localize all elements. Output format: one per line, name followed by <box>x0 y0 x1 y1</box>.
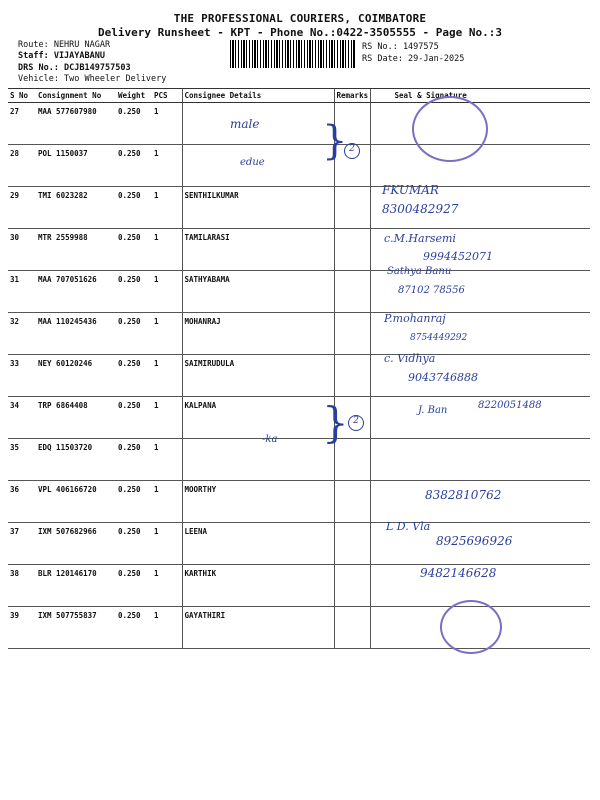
route-info: Route: NEHRU NAGAR <box>18 40 111 50</box>
cell-pcs: 1 <box>152 103 182 145</box>
cell-pcs: 1 <box>152 481 182 523</box>
table-row <box>8 355 590 397</box>
drs-number: DRS No.: DCJB149757503 <box>18 63 131 73</box>
cell-sno: 29 <box>8 187 36 229</box>
hand-r31-phone: 87102 78556 <box>398 285 465 296</box>
cell-consignee: LEENA <box>182 523 334 565</box>
cell-sno: 27 <box>8 103 36 145</box>
cell-consignment-no: IXM 507755837 <box>36 607 116 649</box>
cell-remarks <box>334 523 370 565</box>
cell-remarks <box>334 271 370 313</box>
cell-sno: 30 <box>8 229 36 271</box>
hand-remark-count-bottom: 2 <box>348 415 364 431</box>
cell-consignment-no: POL 1150037 <box>36 145 116 187</box>
cell-consignee: SENTHILKUMAR <box>182 187 334 229</box>
cell-consignee: KALPANA <box>182 397 334 439</box>
cell-pcs: 1 <box>152 439 182 481</box>
hand-r32-sig: P.mohanraj <box>384 312 446 325</box>
hand-brace-bottom: } <box>322 398 349 447</box>
table-row <box>8 565 590 607</box>
cell-sno: 38 <box>8 565 36 607</box>
cell-consignment-no: IXM 507682966 <box>36 523 116 565</box>
col-remarks: Remarks <box>334 89 370 103</box>
col-signature: Seal & Signature <box>370 89 590 103</box>
hand-r30-phone: 9994452071 <box>423 250 493 263</box>
cell-sno: 35 <box>8 439 36 481</box>
hand-r34-sig: J. Ban <box>418 405 448 416</box>
cell-consignment-no: MTR 2559988 <box>36 229 116 271</box>
rs-date: RS Date: 29-Jan-2025 <box>362 54 465 64</box>
cell-weight: 0.250 <box>116 607 152 649</box>
cell-pcs: 1 <box>152 355 182 397</box>
cell-consignment-no: MAA 110245436 <box>36 313 116 355</box>
cell-signature <box>370 439 590 481</box>
table-header-row <box>8 89 590 103</box>
hand-r38-phone: 9482146628 <box>420 566 497 580</box>
hand-r29-sig: FKUMAR <box>382 183 439 197</box>
cell-sno: 33 <box>8 355 36 397</box>
company-title: THE PROFESSIONAL COURIERS, COIMBATORE <box>173 12 427 25</box>
cell-weight: 0.250 <box>116 313 152 355</box>
runsheet-table <box>8 88 590 649</box>
cell-pcs: 1 <box>152 397 182 439</box>
cell-weight: 0.250 <box>116 355 152 397</box>
seal-stamp-top <box>412 96 488 162</box>
table-row <box>8 187 590 229</box>
col-weight: Weight <box>116 89 152 103</box>
hand-remark-count-top: 2 <box>344 143 360 159</box>
cell-weight: 0.250 <box>116 271 152 313</box>
cell-remarks <box>334 481 370 523</box>
cell-sno: 32 <box>8 313 36 355</box>
table-row <box>8 271 590 313</box>
cell-pcs: 1 <box>152 523 182 565</box>
cell-pcs: 1 <box>152 565 182 607</box>
cell-weight: 0.250 <box>116 187 152 229</box>
cell-consignment-no: VPL 406166720 <box>36 481 116 523</box>
col-consignee: Consignee Details <box>182 89 334 103</box>
cell-consignment-no: BLR 120146170 <box>36 565 116 607</box>
hand-brace-top: } <box>322 118 348 164</box>
table-row <box>8 229 590 271</box>
table-row <box>8 103 590 145</box>
cell-weight: 0.250 <box>116 523 152 565</box>
cell-sno: 31 <box>8 271 36 313</box>
cell-remarks <box>334 565 370 607</box>
cell-sno: 36 <box>8 481 36 523</box>
cell-consignee: SAIMIRUDULA <box>182 355 334 397</box>
cell-consignee: MOORTHY <box>182 481 334 523</box>
cell-sno: 37 <box>8 523 36 565</box>
cell-sno: 34 <box>8 397 36 439</box>
cell-weight: 0.250 <box>116 565 152 607</box>
hand-r28-name: edue <box>240 157 265 168</box>
cell-consignment-no: TRP 6864408 <box>36 397 116 439</box>
cell-weight: 0.250 <box>116 481 152 523</box>
cell-weight: 0.250 <box>116 145 152 187</box>
hand-r31-sig: Sathya Banu <box>387 266 452 277</box>
table-row <box>8 481 590 523</box>
cell-pcs: 1 <box>152 187 182 229</box>
seal-stamp-bottom <box>440 600 502 654</box>
hand-r29-phone: 8300482927 <box>382 202 459 216</box>
table-row <box>8 145 590 187</box>
cell-remarks <box>334 187 370 229</box>
table-row <box>8 607 590 649</box>
cell-remarks <box>334 229 370 271</box>
table-row <box>8 313 590 355</box>
col-pcs: PCS <box>152 89 182 103</box>
cell-remarks <box>334 313 370 355</box>
cell-consignment-no: TMI 6023282 <box>36 187 116 229</box>
cell-consignee: TAMILARASI <box>182 229 334 271</box>
cell-pcs: 1 <box>152 145 182 187</box>
hand-r37-sig: L D. Vla <box>386 520 431 533</box>
cell-consignee: SATHYABAMA <box>182 271 334 313</box>
cell-signature <box>370 145 590 187</box>
cell-consignment-no: EDQ 11503720 <box>36 439 116 481</box>
cell-pcs: 1 <box>152 271 182 313</box>
hand-r35-name: -ka <box>262 434 278 445</box>
cell-remarks <box>334 607 370 649</box>
cell-remarks <box>334 355 370 397</box>
cell-consignee: MOHANRAJ <box>182 313 334 355</box>
cell-weight: 0.250 <box>116 439 152 481</box>
col-sno: S No <box>8 89 36 103</box>
hand-r36-phone: 8382810762 <box>425 488 502 502</box>
cell-consignee: GAYATHIRI <box>182 607 334 649</box>
cell-pcs: 1 <box>152 229 182 271</box>
cell-weight: 0.250 <box>116 103 152 145</box>
table-row <box>8 439 590 481</box>
cell-consignment-no: MAA 707051626 <box>36 271 116 313</box>
cell-sno: 39 <box>8 607 36 649</box>
hand-r33-sig: c. Vidhya <box>384 352 436 365</box>
cell-weight: 0.250 <box>116 397 152 439</box>
cell-pcs: 1 <box>152 607 182 649</box>
cell-consignee: KARTHIK <box>182 565 334 607</box>
cell-consignment-no: NEY 60120246 <box>36 355 116 397</box>
cell-consignee <box>182 439 334 481</box>
cell-weight: 0.250 <box>116 229 152 271</box>
cell-sno: 28 <box>8 145 36 187</box>
staff-info: Staff: VIJAYABANU <box>18 51 105 61</box>
hand-r32-phone: 8754449292 <box>410 333 468 343</box>
barcode <box>230 40 355 68</box>
hand-r30-sig: c.M.Harsemi <box>384 232 456 245</box>
cell-consignment-no: MAA 577607980 <box>36 103 116 145</box>
hand-r37-phone: 8925696926 <box>436 534 513 548</box>
hand-r34-phone: 8220051488 <box>478 400 542 411</box>
rs-number: RS No.: 1497575 <box>362 42 439 52</box>
col-consignment: Consignment No <box>36 89 116 103</box>
cell-pcs: 1 <box>152 313 182 355</box>
hand-r33-phone: 9043746888 <box>408 371 478 384</box>
hand-r27-name: male <box>230 117 260 131</box>
runsheet-subtitle: Delivery Runsheet - KPT - Phone No.:0422-3505555 - Page No.:3 <box>98 26 502 39</box>
vehicle-info: Vehicle: Two Wheeler Delivery <box>18 74 167 84</box>
